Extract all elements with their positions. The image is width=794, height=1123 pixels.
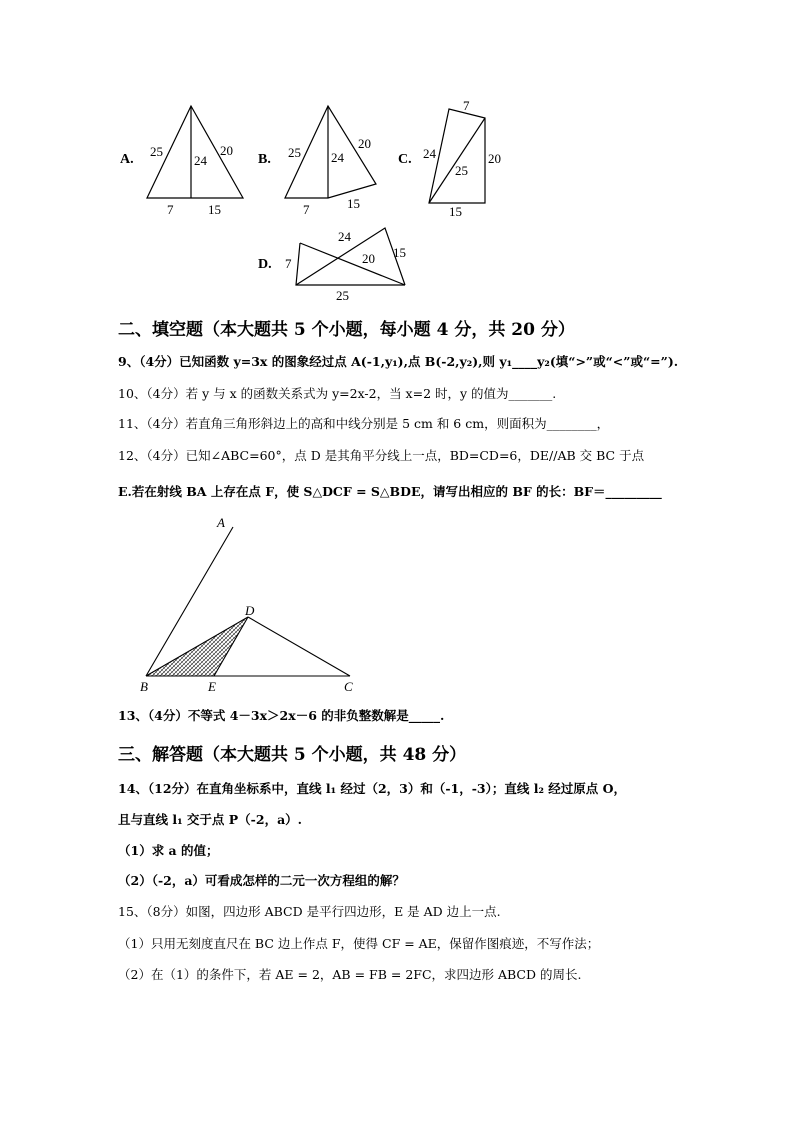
option-b-base-left: 7 <box>303 202 310 217</box>
option-a-height: 24 <box>194 153 207 168</box>
option-b-side-left: 25 <box>288 145 301 160</box>
option-a-base-right: 15 <box>208 202 221 217</box>
question-15-part2: （2）在（1）的条件下，若 AE = 2，AB = FB = 2FC，求四边形 ABCD 的周长. <box>118 967 582 982</box>
option-d-right: 15 <box>393 245 406 260</box>
question-11: 11、（4分）若直角三角形斜边上的高和中线分别是 5 cm 和 6 cm，则面积为________， <box>118 416 610 431</box>
option-d-left: 7 <box>285 256 292 271</box>
question-10: 10、（4分）若 y 与 x 的函数关系式为 y=2x-2，当 x=2 时，y 的值为_______. <box>118 386 557 401</box>
q12-point-b: B <box>140 679 148 694</box>
question-14-part1: （1）求 a 的值； <box>118 843 219 858</box>
q12-point-e: E <box>208 679 216 694</box>
option-b-base-right: 15 <box>347 196 360 211</box>
option-d-label: D. <box>258 257 272 272</box>
option-c-bottom: 15 <box>449 204 462 219</box>
question-9: 9、（4分）已知函数 y=3x 的图象经过点 A(-1,y₁),点 B(-2,y₂),则 y₁____y₂(填“>”或“<”或“=”). <box>118 354 679 369</box>
option-c-top: 7 <box>463 98 470 113</box>
question-15-part1: （1）只用无刻度直尺在 BC 边上作点 F，使得 CF = AE，保留作图痕迹，不写作法； <box>118 936 600 951</box>
option-c-label: C. <box>398 152 412 167</box>
option-b-height: 24 <box>331 150 344 165</box>
question-12-line2: E.若在射线 BA 上存在点 F，使 S△DCF = S△BDE，请写出相应的 BF 的长：BF＝_________ <box>118 484 662 499</box>
option-c-left: 24 <box>423 146 436 161</box>
section-fill-in-title: 二、填空题（本大题共 5 个小题，每小题 4 分，共 20 分） <box>118 320 575 340</box>
option-c-diagonal: 25 <box>455 163 468 178</box>
question-13: 13、（4分）不等式 4－3x＞2x－6 的非负整数解是_____. <box>118 708 445 723</box>
q12-point-a: A <box>217 515 225 530</box>
q12-figure <box>146 527 350 676</box>
option-b-side-right: 20 <box>358 136 371 151</box>
question-12-line1: 12、（4分）已知∠ABC=60°，点 D 是其角平分线上一点，BD=CD=6，DE//AB 交 BC 于点 <box>118 448 645 463</box>
option-a-side-left: 25 <box>150 144 163 159</box>
question-15-line1: 15、（8分）如图，四边形 ABCD 是平行四边形，E 是 AD 边上一点. <box>118 904 501 919</box>
section-answer-title: 三、解答题（本大题共 5 个小题，共 48 分） <box>118 745 467 765</box>
question-14-line1: 14、（12分）在直角坐标系中，直线 l₁ 经过（2，3）和（-1，-3）；直线 l₂ 经过原点 O， <box>118 781 627 796</box>
option-d-bottom: 25 <box>336 288 349 303</box>
option-a-base-left: 7 <box>167 202 174 217</box>
option-b-label: B. <box>258 152 271 167</box>
option-a-label: A. <box>120 152 134 167</box>
option-d-mid: 20 <box>362 251 375 266</box>
option-c-right: 20 <box>488 151 501 166</box>
option-d-top: 24 <box>338 229 351 244</box>
option-a-side-right: 20 <box>220 143 233 158</box>
question-14-part2: （2）（-2，a）可看成怎样的二元一次方程组的解？ <box>118 873 405 888</box>
q12-point-d: D <box>245 603 255 618</box>
q12-point-c: C <box>344 679 353 694</box>
question-14-line2: 且与直线 l₁ 交于点 P（-2，a）. <box>118 812 303 827</box>
option-c-figure <box>429 109 485 203</box>
